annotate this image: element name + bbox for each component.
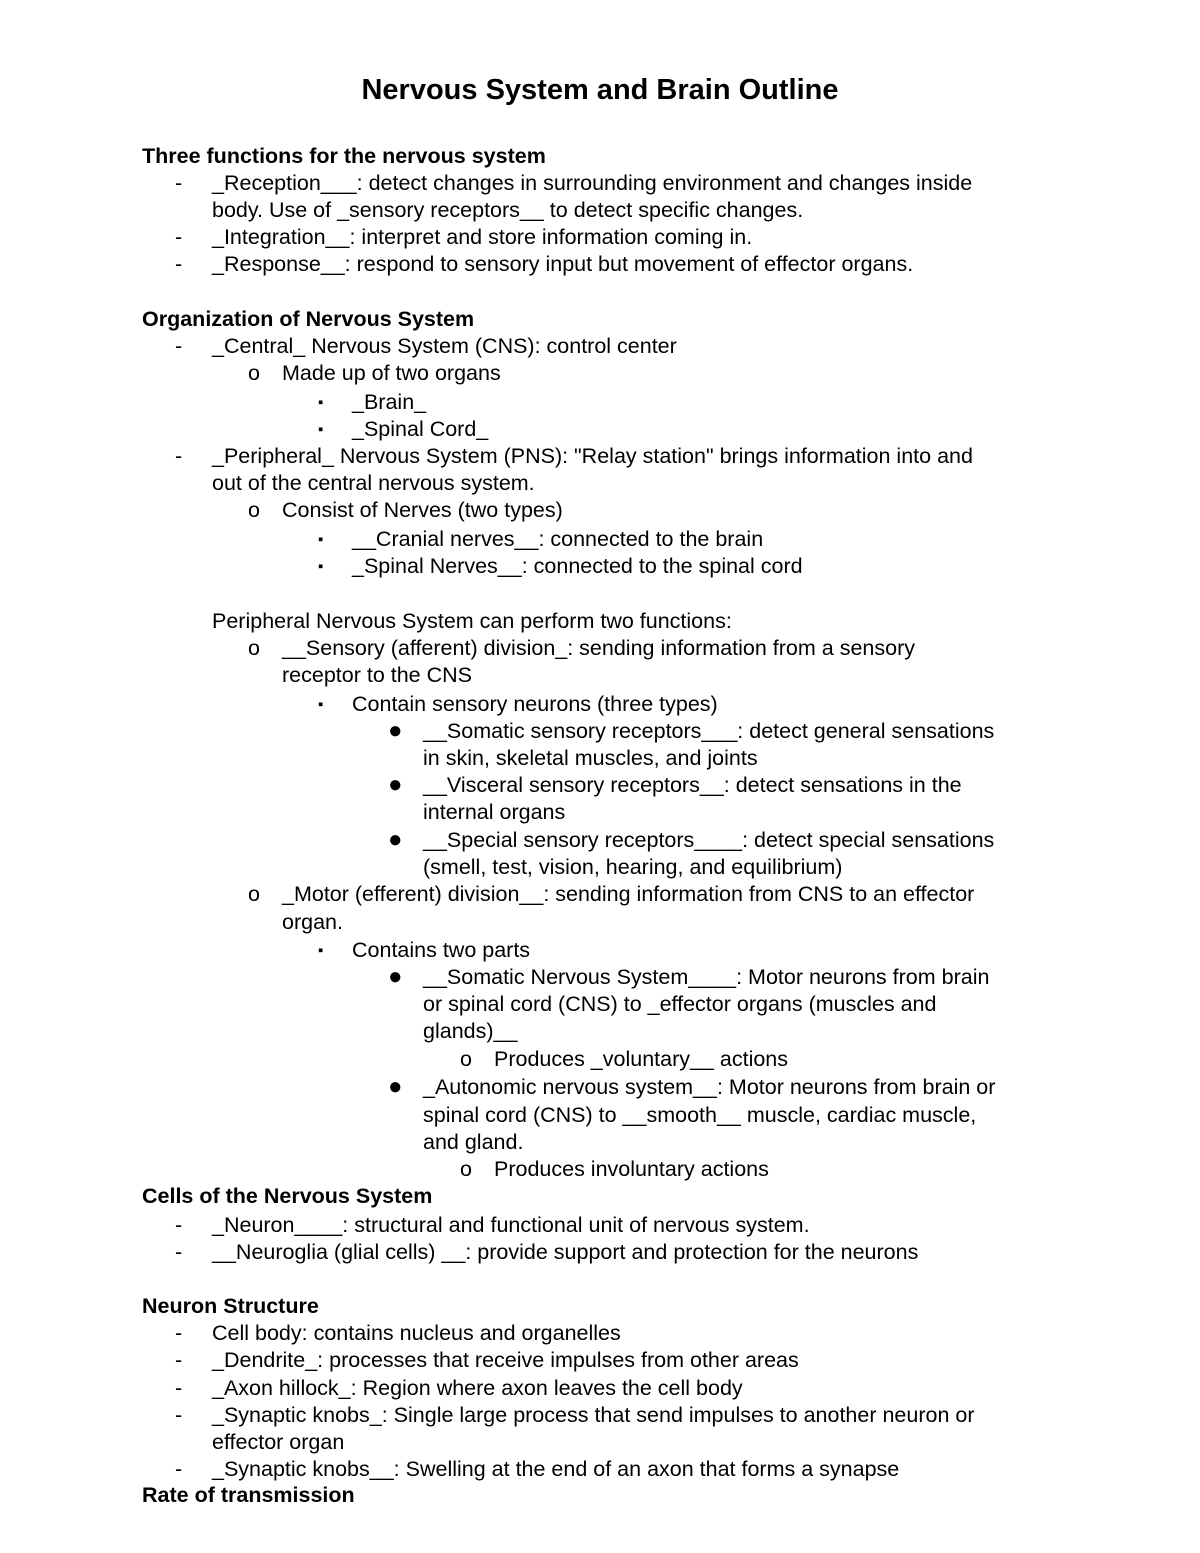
list-item-synaptic-knobs-2: _Synaptic knobs__: Swelling at the end of an axon that forms a synapse <box>212 1457 900 1481</box>
list-item-synaptic-knobs: _Synaptic knobs_: Single large process that send impulses to another neuron or <box>212 1403 975 1427</box>
paragraph-pns-functions: Peripheral Nervous System can perform two functions: <box>212 609 732 633</box>
section-heading-organization: Organization of Nervous System <box>142 307 475 331</box>
dash-bullet: - <box>175 252 183 276</box>
list-item-special-receptors: __Special sensory receptors____: detect special sensations <box>423 828 995 852</box>
square-bullet: ▪ <box>318 394 324 411</box>
list-item-visceral-receptors-cont: internal organs <box>423 800 566 824</box>
list-item-cns: _Central_ Nervous System (CNS): control center <box>212 334 677 358</box>
list-item-cell-body: Cell body: contains nucleus and organelles <box>212 1321 621 1345</box>
dash-bullet: - <box>175 1213 183 1237</box>
dot-bullet: ● <box>388 963 403 990</box>
list-item-integration: _Integration__: interpret and store information coming in. <box>212 225 753 249</box>
square-bullet: ▪ <box>318 942 324 959</box>
list-item-somatic-ns: __Somatic Nervous System____: Motor neurons from brain <box>423 965 990 989</box>
list-item-reception-cont: body. Use of _sensory receptors__ to detect specific changes. <box>212 198 804 222</box>
list-item-motor-parts: Contains two parts <box>352 938 531 962</box>
dot-bullet: ● <box>388 717 403 744</box>
dash-bullet: - <box>175 1457 183 1481</box>
dash-bullet: - <box>175 1376 183 1400</box>
section-heading-structure: Neuron Structure <box>142 1294 319 1318</box>
circle-bullet: o <box>248 498 260 522</box>
list-item-synaptic-knobs-cont: effector organ <box>212 1430 345 1454</box>
list-item-special-receptors-cont: (smell, test, vision, hearing, and equilibrium) <box>423 855 843 879</box>
square-bullet: ▪ <box>318 531 324 548</box>
section-heading-functions: Three functions for the nervous system <box>142 144 546 168</box>
list-item-neuroglia: __Neuroglia (glial cells) __: provide support and protection for the neurons <box>212 1240 919 1264</box>
list-item-cns-organs: Made up of two organs <box>282 361 501 385</box>
list-item-spinal-cord: _Spinal Cord_ <box>352 417 489 441</box>
section-heading-rate: Rate of transmission <box>142 1483 355 1507</box>
circle-bullet: o <box>248 636 260 660</box>
list-item-sensory-neurons: Contain sensory neurons (three types) <box>352 692 718 716</box>
circle-bullet: o <box>460 1047 472 1071</box>
dash-bullet: - <box>175 334 183 358</box>
list-item-motor-division: _Motor (efferent) division__: sending information from CNS to an effector <box>282 882 975 906</box>
list-item-sensory-division: __Sensory (afferent) division_: sending information from a sensory <box>282 636 915 660</box>
list-item-cranial-nerves: __Cranial nerves__: connected to the brain <box>352 527 764 551</box>
list-item-neuron: _Neuron____: structural and functional unit of nervous system. <box>212 1213 810 1237</box>
dash-bullet: - <box>175 1403 183 1427</box>
list-item-somatic-receptors: __Somatic sensory receptors___: detect general sensations <box>423 719 995 743</box>
dot-bullet: ● <box>388 771 403 798</box>
list-item-spinal-nerves: _Spinal Nerves__: connected to the spinal cord <box>352 554 803 578</box>
circle-bullet: o <box>460 1157 472 1181</box>
list-item-voluntary: Produces _voluntary__ actions <box>494 1047 789 1071</box>
list-item-somatic-receptors-cont: in skin, skeletal muscles, and joints <box>423 746 758 770</box>
list-item-response: _Response__: respond to sensory input but movement of effector organs. <box>212 252 914 276</box>
list-item-pns-cont: out of the central nervous system. <box>212 471 535 495</box>
list-item-somatic-ns-cont: or spinal cord (CNS) to _effector organs (muscles and <box>423 992 937 1016</box>
dot-bullet: ● <box>388 1073 403 1100</box>
list-item-motor-division-cont: organ. <box>282 910 343 934</box>
list-item-visceral-receptors: __Visceral sensory receptors__: detect sensations in the <box>423 773 962 797</box>
square-bullet: ▪ <box>318 696 324 713</box>
dot-bullet: ● <box>388 826 403 853</box>
dash-bullet: - <box>175 171 183 195</box>
list-item-autonomic-ns: _Autonomic nervous system__: Motor neurons from brain or <box>423 1075 996 1099</box>
dash-bullet: - <box>175 1321 183 1345</box>
list-item-autonomic-ns-cont: spinal cord (CNS) to __smooth__ muscle, cardiac muscle, <box>423 1103 977 1127</box>
square-bullet: ▪ <box>318 558 324 575</box>
list-item-autonomic-ns-cont2: and gland. <box>423 1130 524 1154</box>
dash-bullet: - <box>175 1240 183 1264</box>
list-item-dendrite: _Dendrite_: processes that receive impulses from other areas <box>212 1348 799 1372</box>
section-heading-cells: Cells of the Nervous System <box>142 1184 433 1208</box>
circle-bullet: o <box>248 882 260 906</box>
list-item-axon-hillock: _Axon hillock_: Region where axon leaves the cell body <box>212 1376 743 1400</box>
circle-bullet: o <box>248 361 260 385</box>
list-item-brain: _Brain_ <box>352 390 427 414</box>
dash-bullet: - <box>175 225 183 249</box>
list-item-nerves: Consist of Nerves (two types) <box>282 498 563 522</box>
list-item-involuntary: Produces involuntary actions <box>494 1157 769 1181</box>
dash-bullet: - <box>175 1348 183 1372</box>
list-item-reception: _Reception___: detect changes in surrounding environment and changes inside <box>212 171 973 195</box>
list-item-somatic-ns-cont2: glands)__ <box>423 1019 518 1043</box>
list-item-sensory-division-cont: receptor to the CNS <box>282 663 473 687</box>
list-item-pns: _Peripheral_ Nervous System (PNS): "Relay station" brings information into and <box>212 444 973 468</box>
document-title: Nervous System and Brain Outline <box>361 74 839 106</box>
dash-bullet: - <box>175 444 183 468</box>
square-bullet: ▪ <box>318 421 324 438</box>
